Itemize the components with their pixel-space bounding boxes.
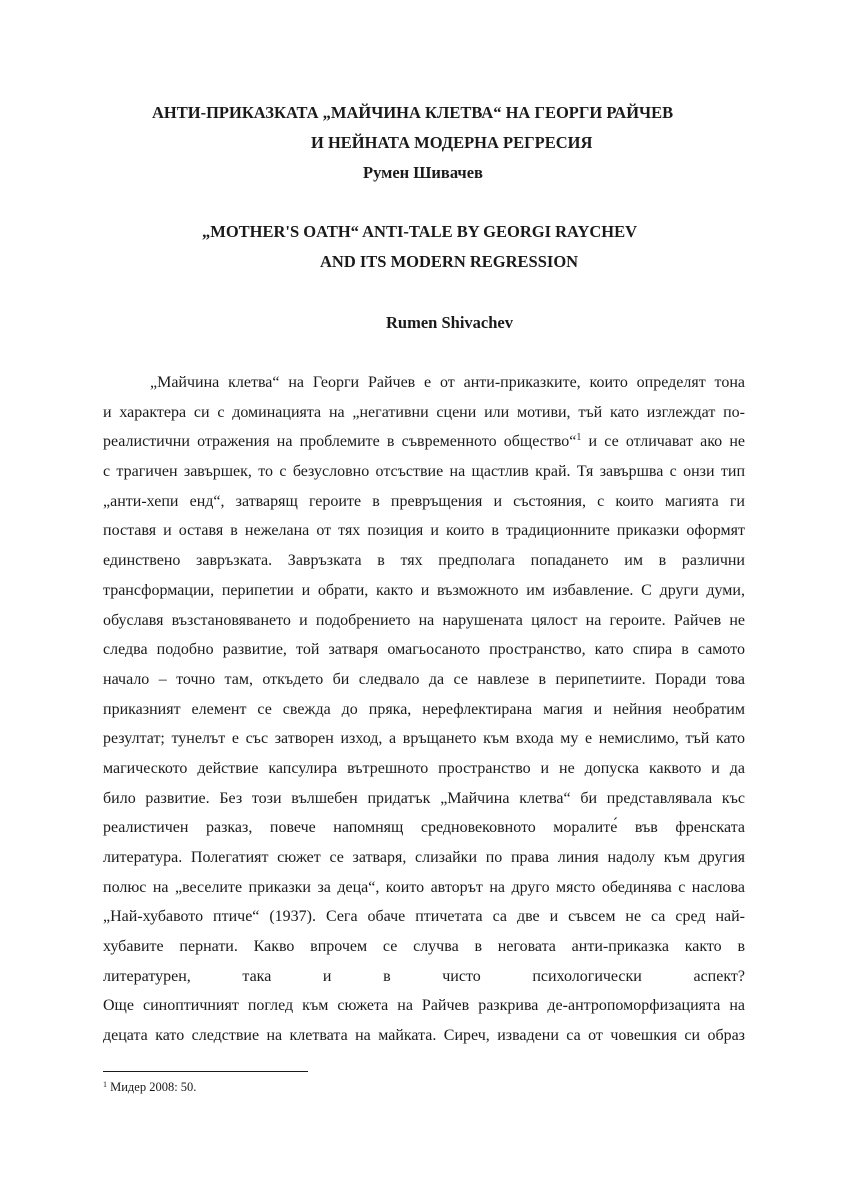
footnote: [103, 1080, 196, 1095]
body-line-13: резултат; тунелът е със затворен изход, а връщането към входа му е немислимо, тъй като: [103, 730, 745, 748]
body-line-6: поставя и оставя в нежелана от тях позиция и които в традиционните приказки оформят: [103, 522, 745, 540]
body-line-7: единствено завръзката. Завръзката в тях предполага попадането им в различни: [103, 552, 745, 570]
body-line-23: децата като следствие на клетвата на майката. Сиреч, извадени са от човешкия си образ: [103, 1027, 745, 1045]
author-bg: Румен Шивачев: [363, 163, 483, 182]
body-line-1: „Майчина клетва“ на Георги Райчев е от анти-приказките, които определят тона: [150, 374, 745, 391]
body-line-15: било развитие. Без този вълшебен придатък „Майчина клетва“ би представлявала къс: [103, 789, 745, 807]
author-en: Rumen Shivachev: [386, 313, 513, 332]
body-line-5: „анти-хепи енд“, затварящ героите в превръщения и състояния, с които магията ги: [103, 492, 745, 510]
title-bg-line1: АНТИ-ПРИКАЗКАТА „МАЙЧИНА КЛЕТВА“ НА ГЕОРГИ РАЙЧЕВ: [152, 103, 674, 122]
body-line-16: реалистичен разказ, повече напомнящ средновековното моралите́ във френската: [103, 819, 745, 837]
body-line-20: хубавите пернати. Какво впрочем се случва в неговата анти-приказка както в: [103, 938, 745, 956]
body-line-3: [103, 427, 745, 457]
body-line-3-text: реалистични отражения на проблемите в съвременното общество“: [103, 433, 577, 451]
body-line-11: начало – точно там, откъдето би следвало да се навлезе в перипетиите. Поради това: [103, 670, 745, 688]
body-line-19: „Най-хубавото птиче“ (1937). Сега обаче птичетата са две и съвсем не са сред най-: [103, 908, 745, 926]
body-line-12: приказният елемент се свежда до пряка, нерефлектирана магия и нейния необратим: [103, 700, 745, 718]
body-line-2: и характера си с доминацията на „негативни сцени или мотиви, тъй като изглеждат по-: [103, 403, 745, 421]
footnote-text: Мидер 2008: 50.: [107, 1080, 197, 1094]
body-line-10: следва подобно развитие, той затваря омагьосаното пространство, като спира в самото: [103, 641, 745, 659]
body-line-9: обуславя възстановяването и подобрението на нарушената цялост на героите. Райчев не: [103, 611, 745, 629]
body-line-18: полюс на „веселите приказки за деца“, които авторът на друго място обединява с наслова: [103, 878, 745, 896]
body-line-4: с трагичен завършек, то с безусловно отсъствие на щастлив край. Тя завършва с онзи тип: [103, 463, 745, 481]
title-en-line1: „MOTHER'S OATH“ ANTI-TALE BY GEORGI RAYCHEV: [202, 222, 638, 241]
body-line-3-tail: и се отличават ако не: [581, 433, 745, 451]
footnote-separator: [103, 1071, 308, 1072]
footnote-marker: 1: [103, 1080, 107, 1089]
body-line-21: литературен, така и в чисто психологически аспект?: [103, 967, 745, 985]
body-line-17: литература. Полегатият сюжет се затваря, слизайки по права линия надолу към другия: [103, 849, 745, 866]
title-bg-line2: И НЕЙНАТА МОДЕРНА РЕГРЕСИЯ: [311, 133, 593, 152]
footnote-reference[interactable]: 1: [576, 432, 582, 444]
title-en-line2: AND ITS MODERN REGRESSION: [320, 252, 579, 271]
body-line-14: магическото действие капсулира вътрешното пространство и не допуска каквото и да: [103, 759, 745, 777]
body-line-22: Още синоптичният поглед към сюжета на Райчев разкрива де-антропоморфизацията на: [103, 997, 745, 1015]
body-line-8: трансформации, перипетии и обрати, както и възможното им избавление. С други думи,: [103, 581, 745, 599]
body-paragraph: [103, 368, 745, 1051]
